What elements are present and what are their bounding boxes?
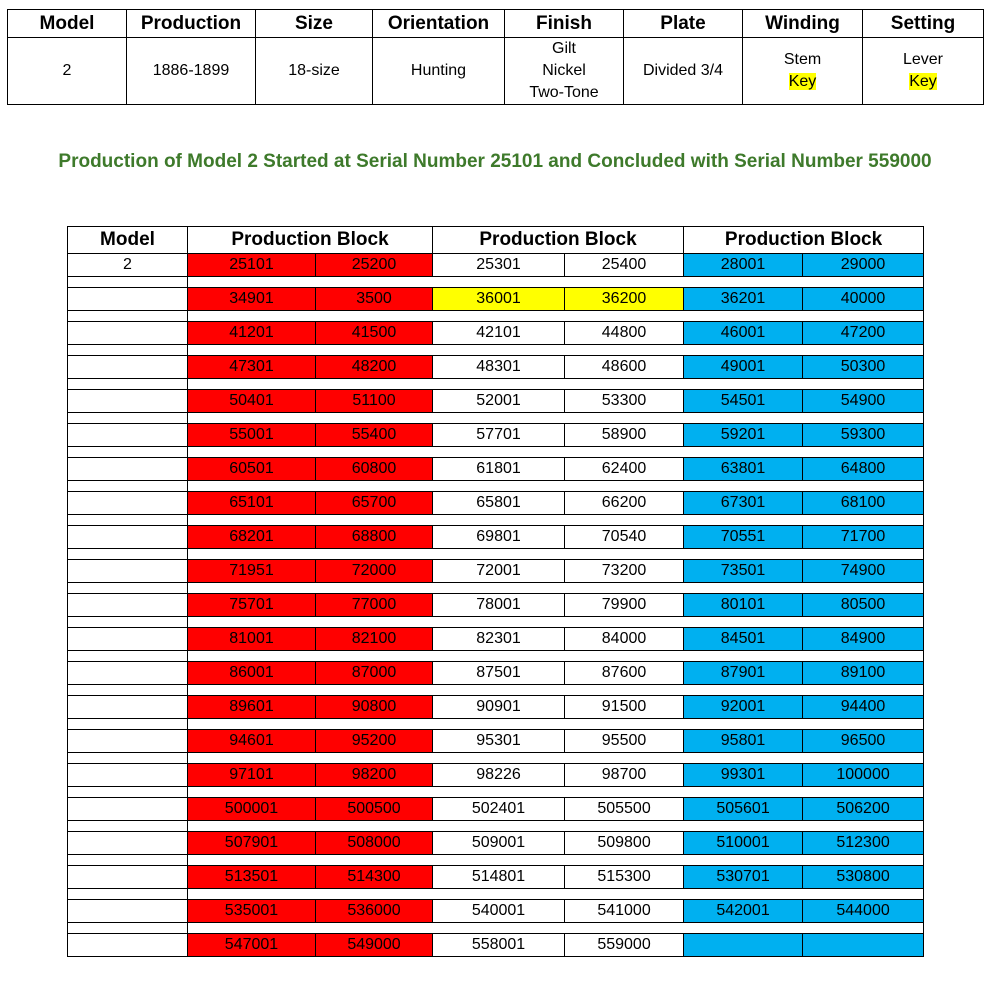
block-1-start-cell: 25101 (188, 254, 316, 277)
row-model-cell (68, 288, 188, 311)
row-spacer (68, 787, 924, 798)
block-2-end-cell: 66200 (565, 492, 684, 515)
row-model-cell (68, 764, 188, 787)
spec-orientation: Hunting (373, 38, 505, 105)
block-2-start-cell: 514801 (433, 866, 565, 889)
block-1-start-cell: 507901 (188, 832, 316, 855)
row-spacer (68, 617, 924, 628)
block-2-start-cell: 502401 (433, 798, 565, 821)
block-3-start-cell: 530701 (684, 866, 803, 889)
block-1-end-cell: 508000 (316, 832, 433, 855)
row-spacer (68, 753, 924, 764)
spacer-cell (68, 685, 188, 696)
block-3-end-cell: 40000 (803, 288, 924, 311)
row-spacer (68, 277, 924, 288)
spacer-cell (68, 345, 188, 356)
winding-key: Key (788, 73, 817, 90)
block-3-end-cell: 64800 (803, 458, 924, 481)
block-1-start-cell: 86001 (188, 662, 316, 685)
spacer-cell (188, 889, 924, 900)
block-1-end-cell: 55400 (316, 424, 433, 447)
row-spacer (68, 889, 924, 900)
spacer-cell (188, 583, 924, 594)
block-1-start-cell: 500001 (188, 798, 316, 821)
spacer-cell (188, 651, 924, 662)
block-2-start-cell: 61801 (433, 458, 565, 481)
block-3-start-cell: 49001 (684, 356, 803, 379)
spacer-cell (68, 923, 188, 934)
spec-header-size: Size (256, 10, 373, 38)
block-3-end-cell: 47200 (803, 322, 924, 345)
block-2-start-cell: 57701 (433, 424, 565, 447)
block-3-end-cell: 512300 (803, 832, 924, 855)
spacer-cell (68, 889, 188, 900)
header-production-block-1: Production Block (188, 227, 433, 254)
spacer-cell (68, 379, 188, 390)
block-2-start-cell: 52001 (433, 390, 565, 413)
spec-header-orientation: Orientation (373, 10, 505, 38)
spacer-cell (188, 787, 924, 798)
row-model-cell (68, 696, 188, 719)
block-2-start-cell: 540001 (433, 900, 565, 923)
spacer-cell (68, 515, 188, 526)
block-2-start-cell: 509001 (433, 832, 565, 855)
block-1-end-cell: 77000 (316, 594, 433, 617)
block-1-start-cell: 34901 (188, 288, 316, 311)
spacer-cell (188, 311, 924, 322)
block-1-end-cell: 500500 (316, 798, 433, 821)
spacer-cell (68, 481, 188, 492)
block-2-start-cell: 90901 (433, 696, 565, 719)
block-3-start-cell: 59201 (684, 424, 803, 447)
block-1-end-cell: 87000 (316, 662, 433, 685)
setting-key: Key (909, 73, 937, 90)
block-1-end-cell: 48200 (316, 356, 433, 379)
block-1-end-cell: 60800 (316, 458, 433, 481)
block-3-end-cell (803, 934, 924, 957)
block-2-end-cell: 70540 (565, 526, 684, 549)
block-1-start-cell: 97101 (188, 764, 316, 787)
block-1-end-cell: 68800 (316, 526, 433, 549)
spacer-cell (188, 549, 924, 560)
row-model-cell (68, 322, 188, 345)
row-model-cell (68, 356, 188, 379)
block-3-start-cell: 67301 (684, 492, 803, 515)
block-2-end-cell: 509800 (565, 832, 684, 855)
spec-header-setting: Setting (863, 10, 984, 38)
block-1-start-cell: 535001 (188, 900, 316, 923)
block-3-end-cell: 50300 (803, 356, 924, 379)
block-2-end-cell: 84000 (565, 628, 684, 651)
table-row (68, 730, 924, 753)
row-model-cell (68, 900, 188, 923)
spec-finish (505, 38, 624, 105)
block-2-end-cell: 87600 (565, 662, 684, 685)
block-2-end-cell: 48600 (565, 356, 684, 379)
block-3-start-cell: 505601 (684, 798, 803, 821)
setting-lever: Lever (902, 51, 944, 68)
block-2-start-cell: 69801 (433, 526, 565, 549)
row-spacer (68, 583, 924, 594)
row-spacer (68, 549, 924, 560)
finish-nickel: Nickel (542, 62, 586, 79)
spec-plate: Divided 3/4 (624, 38, 743, 105)
table-row (68, 900, 924, 923)
block-3-start-cell: 95801 (684, 730, 803, 753)
row-model-cell (68, 526, 188, 549)
block-2-end-cell: 36200 (565, 288, 684, 311)
block-1-start-cell: 55001 (188, 424, 316, 447)
row-model-cell (68, 458, 188, 481)
spacer-cell (188, 821, 924, 832)
table-row (68, 934, 924, 957)
spacer-cell (188, 345, 924, 356)
row-model-cell (68, 424, 188, 447)
table-row (68, 254, 924, 277)
spec-production: 1886-1899 (127, 38, 256, 105)
row-model-cell (68, 730, 188, 753)
production-table (67, 226, 924, 957)
row-model-cell (68, 662, 188, 685)
block-3-end-cell: 59300 (803, 424, 924, 447)
row-model-cell (68, 798, 188, 821)
spacer-cell (188, 685, 924, 696)
row-model-cell (68, 934, 188, 957)
row-model-cell (68, 832, 188, 855)
spacer-cell (68, 277, 188, 288)
spacer-cell (188, 481, 924, 492)
block-2-end-cell: 91500 (565, 696, 684, 719)
block-2-start-cell: 98226 (433, 764, 565, 787)
spec-header-plate: Plate (624, 10, 743, 38)
block-3-end-cell: 29000 (803, 254, 924, 277)
spacer-cell (188, 923, 924, 934)
row-spacer (68, 413, 924, 424)
spec-model: 2 (8, 38, 127, 105)
block-2-end-cell: 541000 (565, 900, 684, 923)
spacer-cell (188, 719, 924, 730)
spec-size: 18-size (256, 38, 373, 105)
block-2-end-cell: 515300 (565, 866, 684, 889)
block-2-end-cell: 53300 (565, 390, 684, 413)
row-model-cell (68, 390, 188, 413)
row-spacer (68, 651, 924, 662)
spacer-cell (188, 515, 924, 526)
row-spacer (68, 515, 924, 526)
spacer-cell (68, 855, 188, 866)
production-table-body (68, 254, 924, 957)
block-3-start-cell (684, 934, 803, 957)
block-2-end-cell: 25400 (565, 254, 684, 277)
block-3-end-cell: 71700 (803, 526, 924, 549)
block-1-end-cell: 95200 (316, 730, 433, 753)
spacer-cell (68, 583, 188, 594)
block-1-start-cell: 89601 (188, 696, 316, 719)
block-2-end-cell: 44800 (565, 322, 684, 345)
spacer-cell (68, 787, 188, 798)
block-3-start-cell: 63801 (684, 458, 803, 481)
header-production-block-3: Production Block (684, 227, 924, 254)
block-3-start-cell: 70551 (684, 526, 803, 549)
block-3-start-cell: 36201 (684, 288, 803, 311)
block-1-end-cell: 98200 (316, 764, 433, 787)
spacer-cell (188, 753, 924, 764)
block-1-end-cell: 41500 (316, 322, 433, 345)
block-3-start-cell: 54501 (684, 390, 803, 413)
row-spacer (68, 345, 924, 356)
table-row (68, 356, 924, 379)
row-spacer (68, 481, 924, 492)
row-model-cell (68, 628, 188, 651)
block-3-start-cell: 46001 (684, 322, 803, 345)
block-2-start-cell: 78001 (433, 594, 565, 617)
block-2-end-cell: 62400 (565, 458, 684, 481)
block-1-end-cell: 65700 (316, 492, 433, 515)
block-1-end-cell: 51100 (316, 390, 433, 413)
block-3-start-cell: 28001 (684, 254, 803, 277)
row-spacer (68, 447, 924, 458)
spec-winding (743, 38, 863, 105)
row-spacer (68, 719, 924, 730)
table-row (68, 866, 924, 889)
row-model-cell (68, 492, 188, 515)
row-spacer (68, 311, 924, 322)
block-2-start-cell: 95301 (433, 730, 565, 753)
spacer-cell (188, 379, 924, 390)
block-2-end-cell: 73200 (565, 560, 684, 583)
block-3-end-cell: 80500 (803, 594, 924, 617)
block-2-end-cell: 79900 (565, 594, 684, 617)
finish-two-tone: Two-Tone (529, 84, 599, 101)
spacer-cell (68, 311, 188, 322)
spec-setting (863, 38, 984, 105)
spacer-cell (188, 855, 924, 866)
row-model-cell (68, 866, 188, 889)
table-row (68, 288, 924, 311)
block-2-start-cell: 65801 (433, 492, 565, 515)
block-3-start-cell: 510001 (684, 832, 803, 855)
row-spacer (68, 379, 924, 390)
block-2-start-cell: 87501 (433, 662, 565, 685)
header-model: Model (68, 227, 188, 254)
spacer-cell (68, 617, 188, 628)
row-model-cell (68, 594, 188, 617)
block-3-end-cell: 530800 (803, 866, 924, 889)
block-3-start-cell: 92001 (684, 696, 803, 719)
spacer-cell (188, 413, 924, 424)
block-1-end-cell: 82100 (316, 628, 433, 651)
block-1-end-cell: 3500 (316, 288, 433, 311)
spacer-cell (68, 447, 188, 458)
block-1-start-cell: 81001 (188, 628, 316, 651)
row-spacer (68, 855, 924, 866)
table-row (68, 458, 924, 481)
page-title: Production of Model 2 Started at Serial Number 25101 and Concluded with Serial Number 559000 (58, 151, 932, 172)
row-model-cell: 2 (68, 254, 188, 277)
spacer-cell (188, 617, 924, 628)
block-3-start-cell: 84501 (684, 628, 803, 651)
row-spacer (68, 685, 924, 696)
table-row (68, 764, 924, 787)
table-row (68, 628, 924, 651)
block-3-end-cell: 100000 (803, 764, 924, 787)
table-row (68, 798, 924, 821)
spec-header-winding: Winding (743, 10, 863, 38)
spacer-cell (68, 821, 188, 832)
block-3-end-cell: 89100 (803, 662, 924, 685)
table-row (68, 492, 924, 515)
spec-table (7, 9, 984, 105)
block-1-start-cell: 60501 (188, 458, 316, 481)
spacer-cell (68, 719, 188, 730)
block-3-end-cell: 54900 (803, 390, 924, 413)
spacer-cell (188, 277, 924, 288)
spacer-cell (188, 447, 924, 458)
block-1-end-cell: 72000 (316, 560, 433, 583)
block-3-start-cell: 99301 (684, 764, 803, 787)
block-2-start-cell: 36001 (433, 288, 565, 311)
block-1-end-cell: 514300 (316, 866, 433, 889)
spec-header-finish: Finish (505, 10, 624, 38)
block-2-end-cell: 58900 (565, 424, 684, 447)
table-row (68, 662, 924, 685)
spec-value-row (8, 38, 984, 105)
production-header-row (68, 227, 924, 254)
table-row (68, 560, 924, 583)
block-2-start-cell: 558001 (433, 934, 565, 957)
table-row (68, 322, 924, 345)
block-1-end-cell: 536000 (316, 900, 433, 923)
block-3-start-cell: 80101 (684, 594, 803, 617)
block-2-start-cell: 42101 (433, 322, 565, 345)
block-3-end-cell: 74900 (803, 560, 924, 583)
block-3-start-cell: 73501 (684, 560, 803, 583)
block-1-end-cell: 90800 (316, 696, 433, 719)
spacer-cell (68, 413, 188, 424)
table-row (68, 696, 924, 719)
table-row (68, 390, 924, 413)
block-3-end-cell: 84900 (803, 628, 924, 651)
block-1-start-cell: 41201 (188, 322, 316, 345)
block-2-start-cell: 48301 (433, 356, 565, 379)
block-1-start-cell: 68201 (188, 526, 316, 549)
block-1-start-cell: 71951 (188, 560, 316, 583)
row-model-cell (68, 560, 188, 583)
block-3-end-cell: 68100 (803, 492, 924, 515)
block-1-end-cell: 25200 (316, 254, 433, 277)
spec-header-model: Model (8, 10, 127, 38)
row-spacer (68, 821, 924, 832)
table-row (68, 832, 924, 855)
table-row (68, 526, 924, 549)
block-1-start-cell: 513501 (188, 866, 316, 889)
block-1-start-cell: 94601 (188, 730, 316, 753)
spacer-cell (68, 549, 188, 560)
block-3-start-cell: 542001 (684, 900, 803, 923)
spec-header-production: Production (127, 10, 256, 38)
block-2-end-cell: 505500 (565, 798, 684, 821)
block-3-end-cell: 96500 (803, 730, 924, 753)
winding-stem: Stem (783, 51, 822, 68)
block-3-end-cell: 506200 (803, 798, 924, 821)
block-3-start-cell: 87901 (684, 662, 803, 685)
block-1-start-cell: 75701 (188, 594, 316, 617)
spec-header-row (8, 10, 984, 38)
row-spacer (68, 923, 924, 934)
block-1-start-cell: 50401 (188, 390, 316, 413)
table-row (68, 424, 924, 447)
block-3-end-cell: 94400 (803, 696, 924, 719)
block-1-start-cell: 47301 (188, 356, 316, 379)
finish-gilt: Gilt (552, 40, 576, 57)
spacer-cell (68, 753, 188, 764)
block-2-start-cell: 82301 (433, 628, 565, 651)
block-1-end-cell: 549000 (316, 934, 433, 957)
block-1-start-cell: 65101 (188, 492, 316, 515)
block-2-end-cell: 98700 (565, 764, 684, 787)
header-production-block-2: Production Block (433, 227, 684, 254)
block-2-start-cell: 72001 (433, 560, 565, 583)
block-2-end-cell: 95500 (565, 730, 684, 753)
block-3-end-cell: 544000 (803, 900, 924, 923)
block-2-end-cell: 559000 (565, 934, 684, 957)
block-2-start-cell: 25301 (433, 254, 565, 277)
table-row (68, 594, 924, 617)
block-1-start-cell: 547001 (188, 934, 316, 957)
spacer-cell (68, 651, 188, 662)
